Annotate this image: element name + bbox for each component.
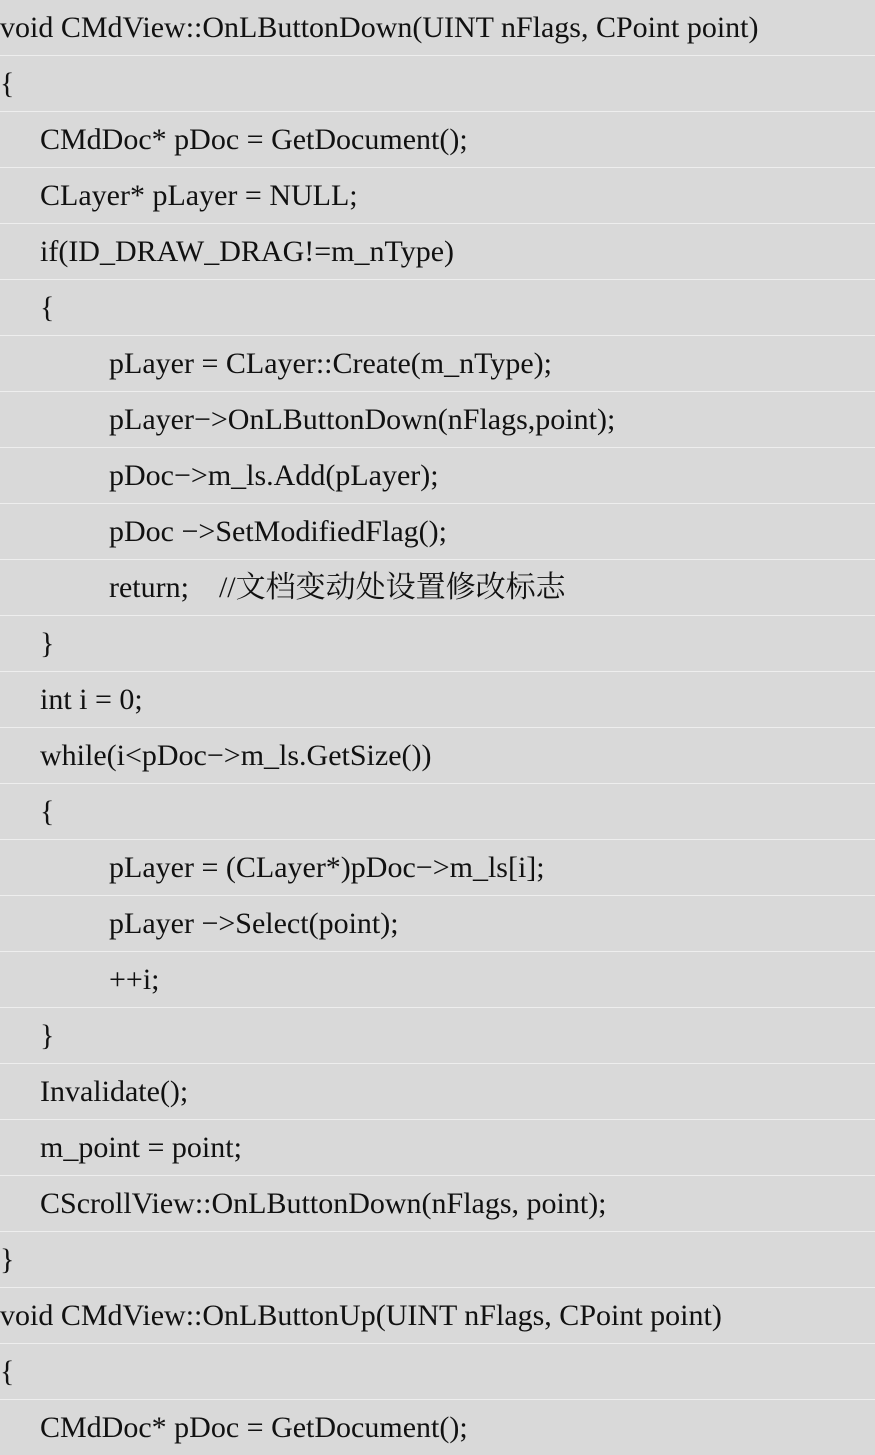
code-line: void CMdView::OnLButtonDown(UINT nFlags, CPoint point): [0, 0, 875, 56]
code-line: {: [0, 56, 875, 112]
code-line: if(ID_DRAW_DRAG!=m_nType): [0, 224, 875, 280]
code-line: pLayer = (CLayer*)pDoc−>m_ls[i];: [0, 840, 875, 896]
code-line: }: [0, 1232, 875, 1288]
code-line: int i = 0;: [0, 672, 875, 728]
code-line: Invalidate();: [0, 1064, 875, 1120]
code-line: CScrollView::OnLButtonDown(nFlags, point);: [0, 1176, 875, 1232]
code-line: return; //文档变动处设置修改标志: [0, 560, 875, 616]
code-line: m_point = point;: [0, 1120, 875, 1176]
code-line: {: [0, 1344, 875, 1400]
code-line: CMdDoc* pDoc = GetDocument();: [40, 1411, 468, 1444]
code-line: {: [0, 280, 875, 336]
code-line: while(i<pDoc−>m_ls.GetSize()): [0, 728, 875, 784]
code-line: ++i;: [0, 952, 875, 1008]
code-line: CLayer* pLayer = NULL;: [0, 168, 875, 224]
code-line: pDoc −>SetModifiedFlag();: [0, 504, 875, 560]
code-line: pLayer = CLayer::Create(m_nType);: [0, 336, 875, 392]
code-line: {: [0, 784, 875, 840]
code-line: void CMdView::OnLButtonUp(UINT nFlags, CPoint point): [0, 1288, 875, 1344]
code-line: }: [0, 616, 875, 672]
code-line: pLayer−>OnLButtonDown(nFlags,point);: [0, 392, 875, 448]
code-line: CMdDoc* pDoc = GetDocument();: [0, 112, 875, 168]
code-line: pLayer −>Select(point);: [0, 896, 875, 952]
code-line: }: [0, 1008, 875, 1064]
code-line: pDoc−>m_ls.Add(pLayer);: [0, 448, 875, 504]
